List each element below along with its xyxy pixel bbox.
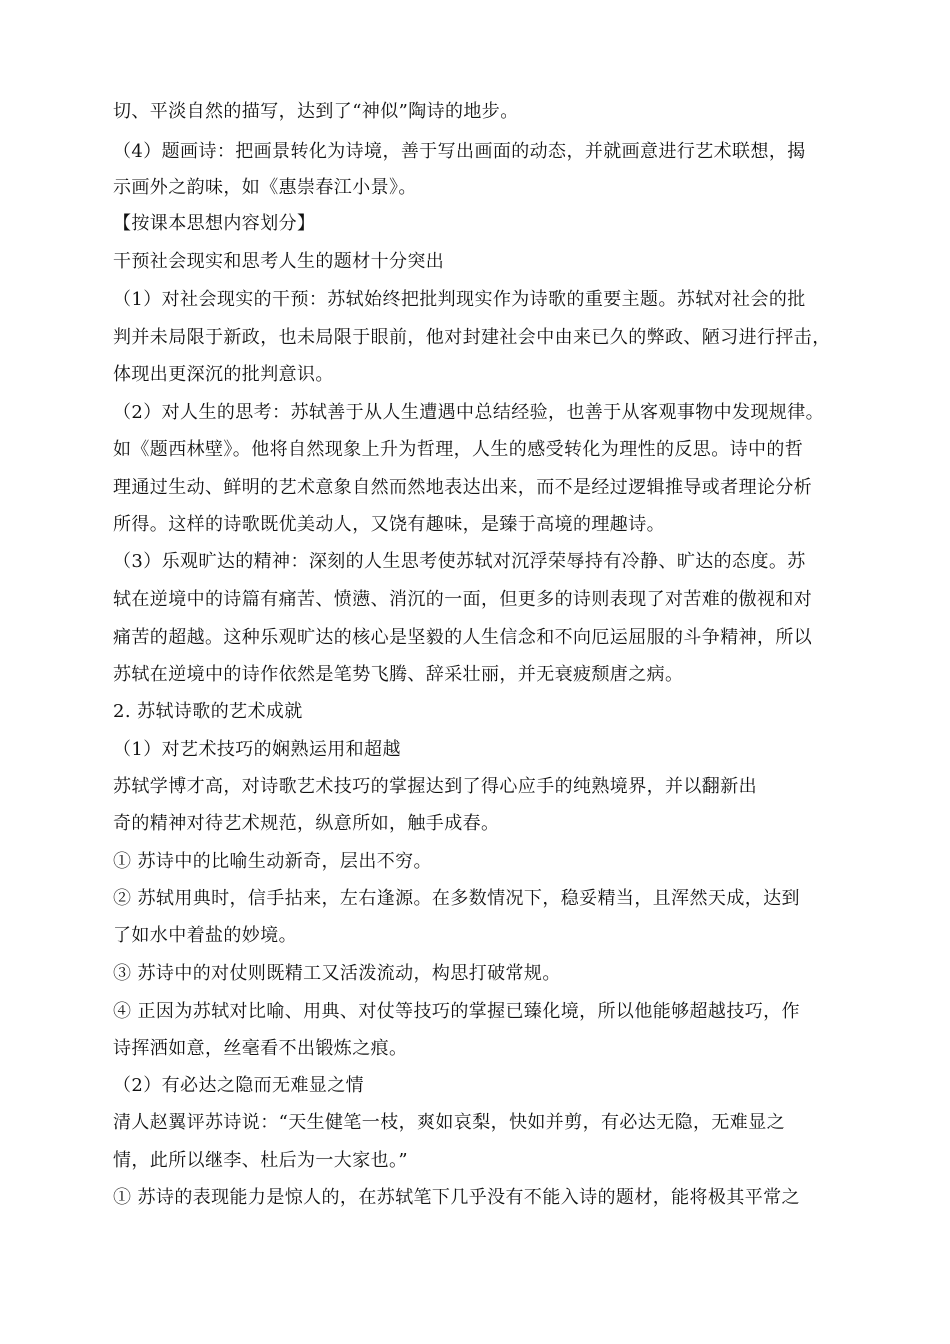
text-line: 了如水中着盐的妙境。 — [113, 925, 297, 946]
text-line: ③ 苏诗中的对仗则既精工又活泼流动，构思打破常规。 — [113, 963, 561, 984]
text-line: 情，此所以继李、杜后为一大家也。” — [113, 1150, 409, 1171]
text-line: 切、平淡自然的描写，达到了“神似”陶诗的地步。 — [113, 101, 519, 122]
text-line: 奇的精神对待艺术规范，纵意所如，触手成春。 — [113, 813, 500, 834]
text-line: 痛苦的超越。这种乐观旷达的核心是坚毅的人生信念和不向厄运屈服的斗争精神，所以 — [113, 627, 813, 648]
text-line: 苏轼在逆境中的诗作依然是笔势飞腾、辞采壮丽，并无衰疲颓唐之病。 — [113, 664, 684, 685]
text-line: （2）对人生的思考：苏轼善于从人生遭遇中总结经验，也善于从客观事物中发现规律。 — [113, 402, 825, 423]
text-line: 干预社会现实和思考人生的题材十分突出 — [113, 251, 445, 272]
text-line: ① 苏诗中的比喻生动新奇，层出不穷。 — [113, 851, 432, 872]
text-line: 如《题西林壁》。他将自然现象上升为哲理，人生的感受转化为理性的反思。诗中的哲 — [113, 439, 804, 460]
text-line: 苏轼学博才高，对诗歌艺术技巧的掌握达到了得心应手的纯熟境界，并以翻新出 — [113, 776, 757, 797]
text-line: 体现出更深沉的批判意识。 — [113, 364, 334, 385]
text-line: ① 苏诗的表现能力是惊人的，在苏轼笔下几乎没有不能入诗的题材，能将极其平常之 — [113, 1187, 800, 1208]
text-line: ② 苏轼用典时，信手拈来，左右逢源。在多数情况下，稳妥精当，且浑然天成，达到 — [113, 888, 800, 909]
text-line: 理通过生动、鲜明的艺术意象自然而然地表达出来，而不是经过逻辑推导或者理论分析 — [113, 477, 813, 498]
section-heading: 【按课本思想内容划分】 — [113, 213, 316, 234]
text-line: 诗挥洒如意，丝毫看不出锻炼之痕。 — [113, 1038, 408, 1059]
section-heading: 2. 苏轼诗歌的艺术成就 — [113, 701, 303, 722]
text-line: （2）有必达之隐而无难显之情 — [113, 1075, 365, 1096]
text-line: （1）对艺术技巧的娴熟运用和超越 — [113, 739, 401, 760]
text-line: 轼在逆境中的诗篇有痛苦、愤懑、消沉的一面，但更多的诗则表现了对苦难的傲视和对 — [113, 589, 813, 610]
text-line: （3）乐观旷达的精神：深刻的人生思考使苏轼对沉浮荣辱持有冷静、旷达的态度。苏 — [113, 551, 806, 572]
text-line: 清人赵翼评苏诗说：“天生健笔一枝，爽如哀梨，快如并剪，有必达无隐，无难显之 — [113, 1112, 785, 1133]
text-line: 判并未局限于新政，也未局限于眼前，他对封建社会中由来已久的弊政、陋习进行抨击， — [113, 327, 831, 348]
text-line: （4）题画诗：把画景转化为诗境，善于写出画面的动态，并就画意进行艺术联想，揭 — [113, 141, 806, 162]
text-line: ④ 正因为苏轼对比喻、用典、对仗等技巧的掌握已臻化境，所以他能够超越技巧，作 — [113, 1001, 800, 1022]
text-line: （1）对社会现实的干预：苏轼始终把批判现实作为诗歌的重要主题。苏轼对社会的批 — [113, 289, 806, 310]
text-line: 所得。这样的诗歌既优美动人，又饶有趣味，是臻于高境的理趣诗。 — [113, 514, 665, 535]
text-line: 示画外之韵味，如《惠崇春江小景》。 — [113, 177, 417, 198]
